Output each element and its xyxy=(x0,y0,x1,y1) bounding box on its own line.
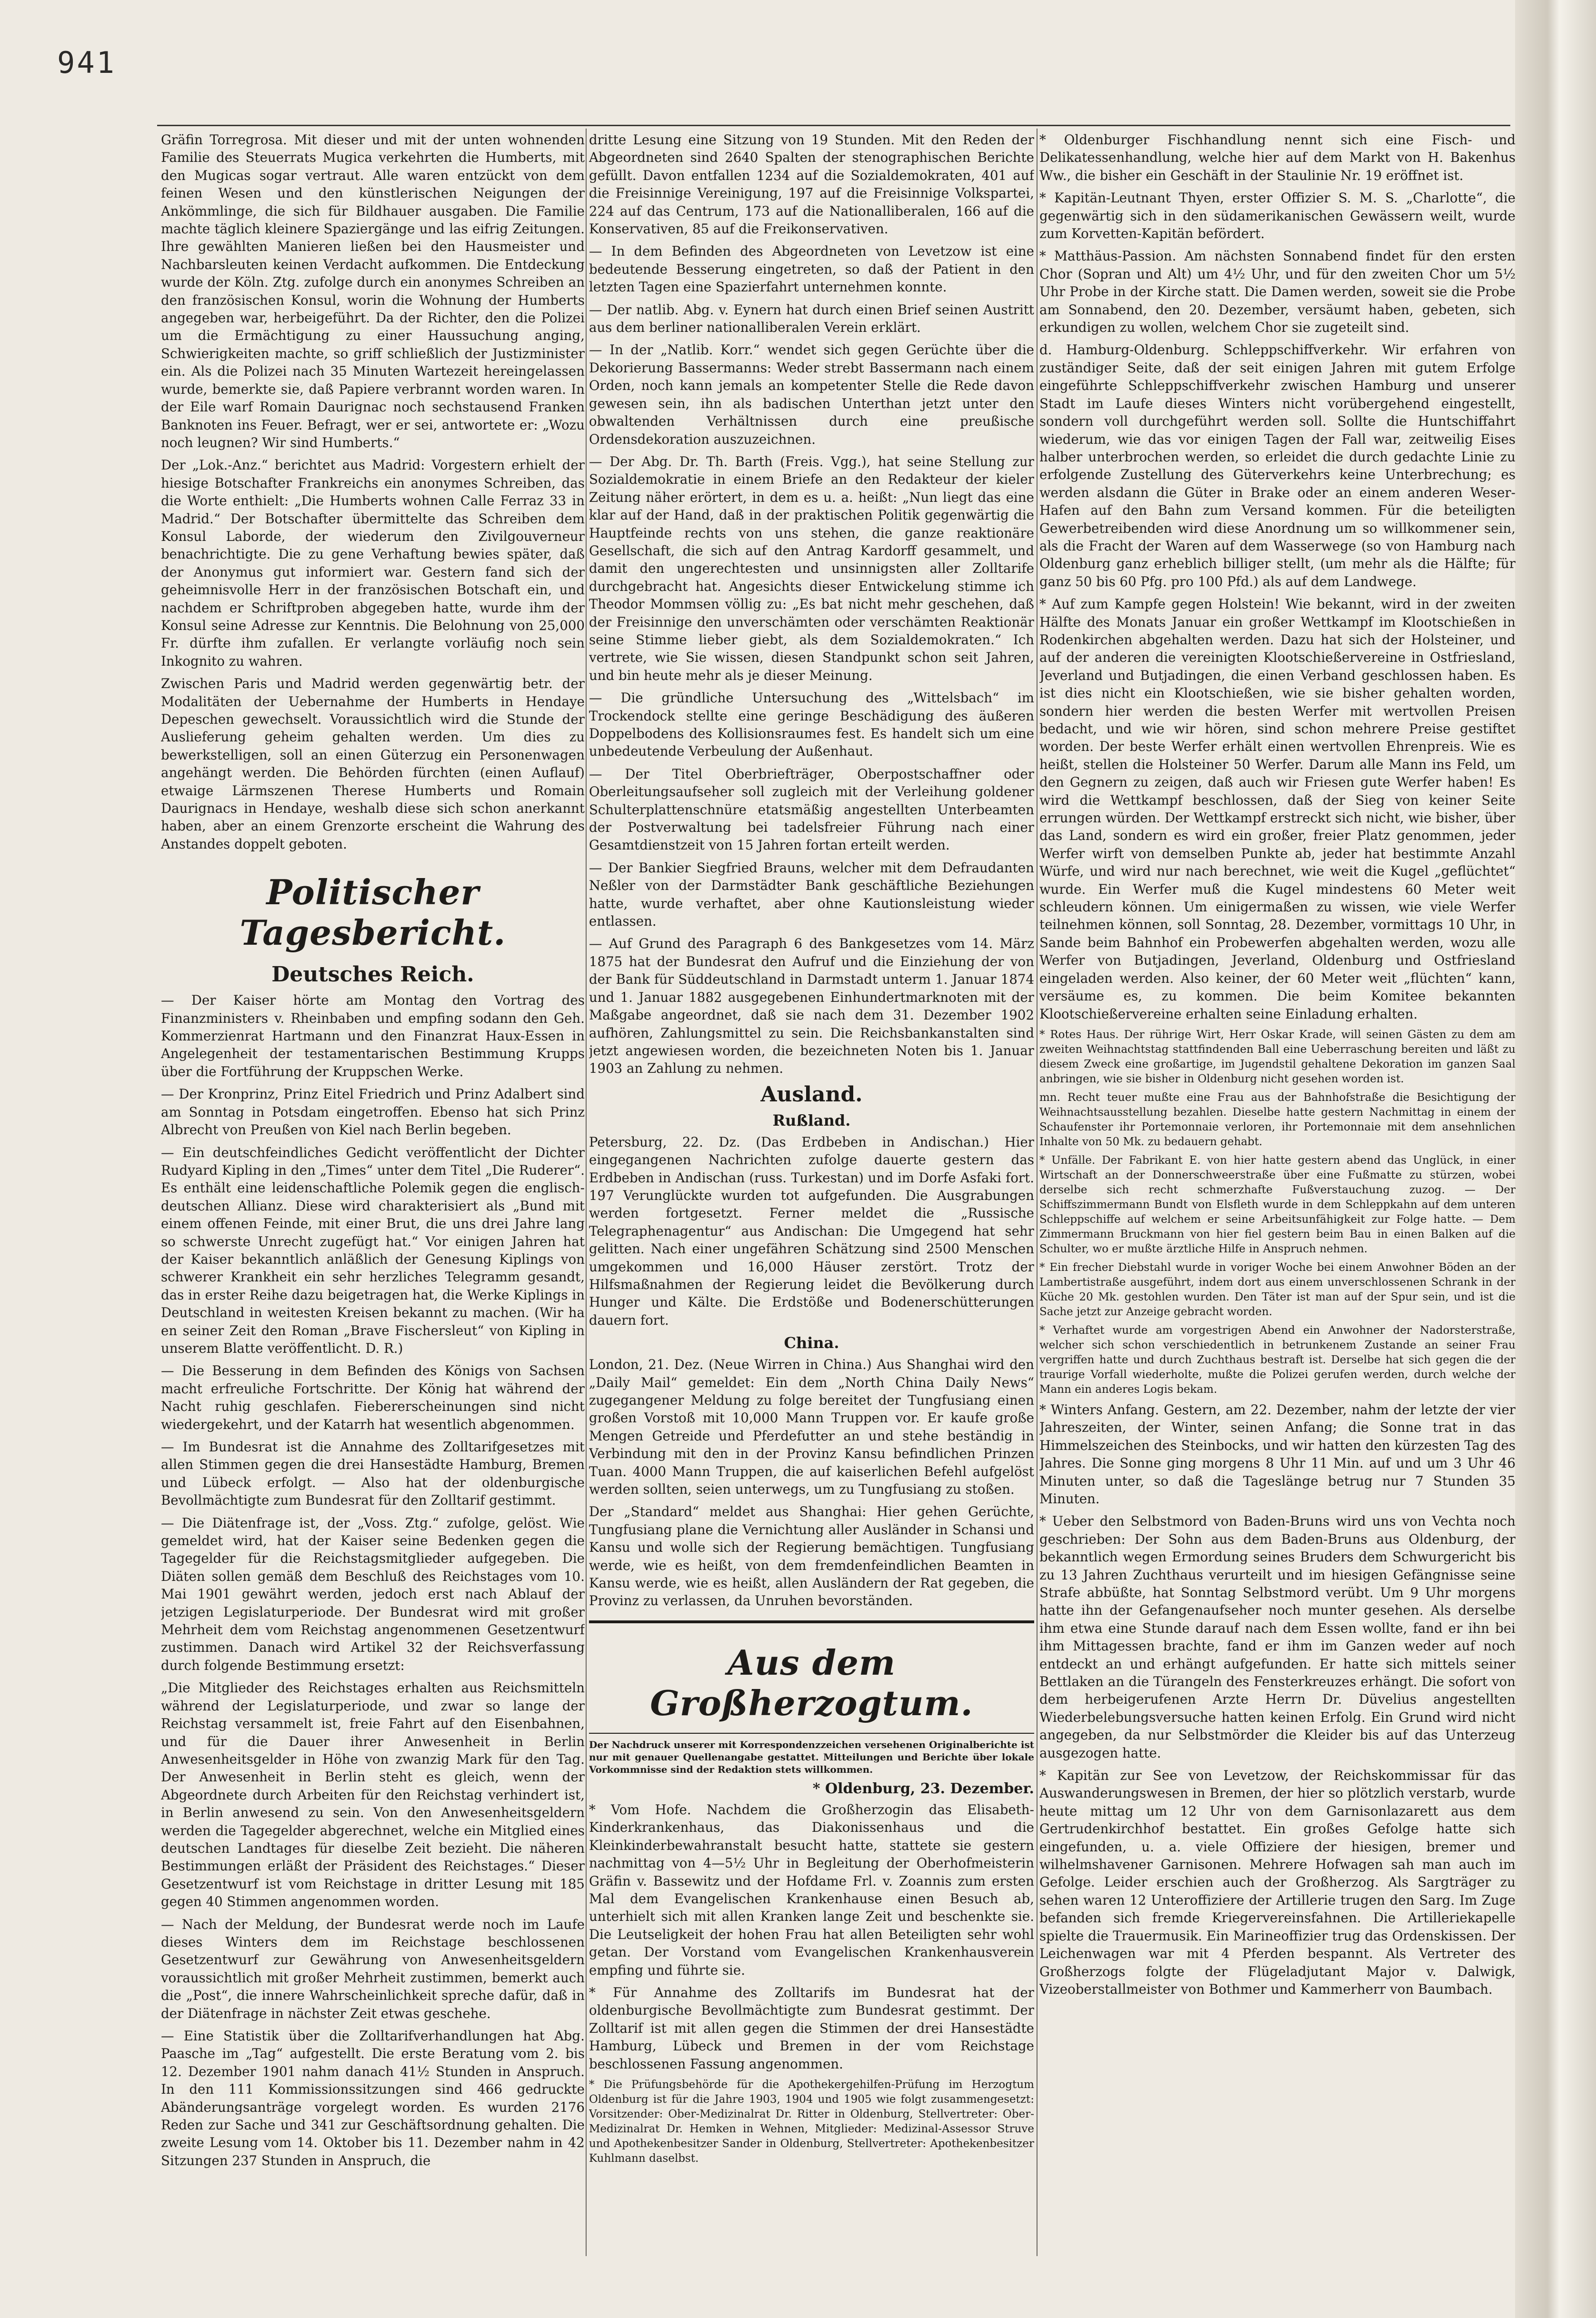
article-paragraph: — Die gründliche Untersuchung des „Wittelsbach“ im Trockendock stellte eine geringe Beschädigung des äußeren Doppelbodens des Kollisionsraumes fest. Es handelt sich um eine unbedeutende Verbeulung der Außenhaut. xyxy=(589,690,1034,759)
article-paragraph: — Der Bankier Siegfried Brauns, welcher mit dem Defraudanten Neßler von der Darmstädter Bank geschäftliche Beziehungen hatte, wurde verhaftet, aber ohne Kautionsleistung wieder entlassen. xyxy=(589,859,1034,929)
article-paragraph: Der „Standard“ meldet aus Shanghai: Hier gehen Gerüchte, Tungfusiang plane die Vernichtung aller Ausländer in Schansi und Kansu und wolle sich der Regierung bemächtigen. Tungfusiang werde, wie es heißt, von dem fremdenfeindlichen Beamten in Kansu werde, wie es heißt, allen Ausländern der Rat gegeben, die Provinz zu verlassen, da Unruhen bevorständen. xyxy=(589,1504,1034,1609)
article-paragraph: d. Hamburg-Oldenburg. Schleppschiffverkehr. Wir erfahren von zuständiger Seite, daß der seit einigen Jahren mit gutem Erfolge eingeführte Schleppschiffverkehr zwischen Hamburg und unserer Stadt im Laufe dieses Winters nicht vorübergehend eingestellt, sondern voll durchgeführt werden soll. Sollte die Huntschiffahrt wiederum, wie das vor einigen Tagen der Fall war, zeitweilig Eises halber unterbrochen werden, so erleidet die durch gedachte Linie zu erfolgende Zustellung des Güterverkehrs keine Unterbrechung; es werden alsdann die Güter in Brake oder an einem anderen Weser-Hafen auf den Bahn zum Versand kommen. Für die beteiligten Gewerbetreibenden wird diese Anordnung um so willkommener sein, als die Fracht der Waren auf dem Wasserwege (so von Hamburg nach Oldenburg ganz erheblich billiger stellt, (um mehr als die Hälfte; für ganz 50 bis 60 Pfg. pro 100 Pfd.) als auf dem Landwege. xyxy=(1039,342,1516,589)
column-2 xyxy=(589,131,1034,2261)
section-rule xyxy=(589,1620,1034,1623)
article-paragraph-small: * Rotes Haus. Der rührige Wirt, Herr Oskar Krade, will seinen Gästen zu dem am zweiten Weihnachtstag stattfindenden Ball eine Ueberraschung bereiten und läßt zu diesem Zweck eine großartige, im Jugendstil gehaltene Dekoration im ganzen Saal anbringen, wie sie bisher in Oldenburg nicht gesehen worden ist. xyxy=(1039,1028,1516,1085)
article-paragraph: — Der Kronprinz, Prinz Eitel Friedrich und Prinz Adalbert sind am Sonntag in Potsdam eingetroffen. Ebenso hat sich Prinz Albrecht von Preußen von Kiel nach Berlin begeben. xyxy=(161,1086,585,1138)
article-paragraph: * Kapitän-Leutnant Thyen, erster Offizier S. M. S. „Charlotte“, die gegenwärtig sich in den südamerikanischen Gewässern weilt, wurde zum Korvetten-Kapitän befördert. xyxy=(1039,190,1516,242)
section-heading-politischer-tagesbericht: Politischer Tagesbericht. xyxy=(239,872,506,953)
article-paragraph: Gräfin Torregrosa. Mit dieser und mit der unten wohnenden Familie des Steuerrats Mugica verkehrten die Humberts, mit den Mugicas sogar vertraut. Alle waren entzückt von dem feinen Wesen und den künstlerischen Neigungen der Ankömmlinge, die sich für Bildhauer ausgaben. Die Familie machte täglich kleinere Spaziergänge und las eifrig Zeitungen. Ihre gewählten Manieren ließen bei den Hausmeister und Nachbarsleuten keinen Verdacht aufkommen. Die Entdeckung wurde der Köln. Ztg. zufolge durch ein anonymes Schreiben an den französischen Konsul, worin die Wohnung der Humberts angegeben war, herbeigeführt. Da der Richter, den die Polizei um die Ermächtigung zu einer Haussuchung anging, Schwierigkeiten machte, so griff schließlich der Justizminister ein. Als die Polizei nach 35 Minuten Wartezeit hereingelassen wurde, bemerkte sie, daß Papiere verbrannt worden waren. In der Eile warf Romain Daurignac noch sechstausend Franken Banknoten ins Feuer. Befragt, wer er sei, antwortete er: „Wozu noch leugnen? Wir sind Humberts.“ xyxy=(161,132,585,450)
article-paragraph: * Für Annahme des Zolltarifs im Bundesrat hat der oldenburgische Bevollmächtigte zum Bundesrat gestimmt. Der Zolltarif ist mit allen gegen die Stimmen der drei Hansestädte Hamburg, Lübeck und Bremen in der vom Reichstage beschlossenen Fassung angenommen. xyxy=(589,1984,1034,2072)
article-paragraph: — Der Abg. Dr. Th. Barth (Freis. Vgg.), hat seine Stellung zur Sozialdemokratie in einem Briefe an den Redakteur der kieler Zeitung näher erörtert, in dem es u. a. heißt: „Nun liegt das eine klar auf der Hand, daß in der praktischen Politik gegenwärtig die Hauptfeinde rechts von uns stehen, die ganze reaktionäre Gesellschaft, die sich auf den Antrag Kardorff gesammelt, und damit den ungerechtesten und unsinnigsten aller Zolltarife durchgebracht hat. Angesichts dieser Entwickelung stimme ich Theodor Mommsen völlig zu: „Es bat nicht mehr geschehen, daß der Freisinnige den unverschämten oder verschämten Reaktionär seine Stimme lieber giebt, als dem Sozialdemokraten.“ Ich vertrete, wie Sie wissen, diesen Standpunkt schon seit Jahren, und bin heute mehr als je dieser Meinung. xyxy=(589,453,1034,683)
article-paragraph: * Kapitän zur See von Levetzow, der Reichskommissar für das Auswanderungswesen in Bremen, der hier so plötzlich verstarb, wurde heute mittag um 12 Uhr von dem Garnisonlazarett aus dem Gertrudenkirchhof bestattet. Ein großes Gefolge hatte sich eingefunden, u. a. viele Offiziere der hiesigen, bremer und wilhelmshavener Garnisonen. Mehrere Hofwagen sah man auch im Gefolge. Leider erschien auch der Großherzog. Als Sargträger zu sehen waren 12 Unteroffiziere der Artillerie trugen den Sarg. Im Zuge befanden sich fremde Kriegervereinsfahnen. Die Artilleriekapelle spielte die Trauermusik. Ein Marineoffizier trug das Ordenskissen. Der Leichenwagen war mit 4 Pferden bespannt. Als Vertreter des Großherzogs folgte der Flügeladjutant Major v. Dalwigk, Vizeoberstallmeister von Bothmer und Kammerherr von Baumbach. xyxy=(1039,1768,1516,1997)
article-paragraph: — In der „Natlib. Korr.“ wendet sich gegen Gerüchte über die Dekorierung Bassermanns: Weder strebt Bassermann nach einem Orden, noch kann jemals an kompetenter Stelle die Rede davon gewesen sein, ihn als badischen Unterthan jetzt unter den obwaltenden Verhältnissen durch eine preußische Ordensdekoration auszuzeichnen. xyxy=(589,342,1034,447)
column-divider-1 xyxy=(586,129,587,2256)
article-paragraph: — Der Titel Oberbriefträger, Oberpostschaffner oder Oberleitungsaufseher soll zugleich mit der Verleihung goldener Schulterplattenschnüre etatsmäßig angestellten Unterbeamten der Postverwaltung bei tadelsfreier Führung nach einer Gesamtdienstzeit von 15 Jahren fortan erteilt werden. xyxy=(589,766,1034,853)
article-paragraph-small: mn. Recht teuer mußte eine Frau aus der Bahnhofstraße die Besichtigung der Weihnachtsausstellung bezahlen. Dieselbe hatte gestern Nachmittag in einem der Schaufenster ihr Portemonnaie verloren, ihr Portemonnaie mit dem ansehnlichen Inhalte von 50 Mk. zu bedauern gehabt. xyxy=(1039,1091,1516,1148)
column-1 xyxy=(161,131,585,2261)
article-paragraph: — Eine Statistik über die Zolltarifverhandlungen hat Abg. Paasche im „Tag“ aufgestellt. Die erste Beratung vom 2. bis 12. Dezember 1901 nahm danach 41½ Stunden in Anspruch. In den 111 Kommissionssitzungen sind 466 gedruckte Abänderungsanträge vorgelegt worden. Es wurden 2176 Reden zur Sache und 341 zur Geschäftsordnung gehalten. Die zweite Lesung vom 14. Oktober bis 11. Dezember nahm in 42 Sitzungen 237 Stunden in Anspruch, die xyxy=(161,2028,585,2168)
heading-china: China. xyxy=(784,1334,839,1352)
reprint-notice: Der Nachdruck unserer mit Korrespondenzzeichen versehenen Originalberichte ist nur mit genauer Quellenangabe gestattet. Mitteilungen und Berichte über lokale Vorkommnisse sind der Redaktion stets willkommen. xyxy=(589,1738,1034,1775)
article-paragraph: * Auf zum Kampfe gegen Holstein! Wie bekannt, wird in der zweiten Hälfte des Monats Januar ein großer Wettkampf im Klootschießen in Rodenkirchen abgehalten werden. Dazu hat sich der Holsteiner, und auf der anderen die vereinigten Klootschießervereine in Ostfriesland, Jeverland und Butjadingen, die einen Verband geschlossen haben. Es ist dies nicht ein Klootschießen, wie sie bisher gehalten worden, sondern hier werden die besten Werfer mit wertvollen Preisen bedacht, und wie wir hören, sind schon mehrere Preise gestiftet worden. Der beste Werfer erhält einen wertvollen Ehrenpreis. Wie es heißt, stellen die Holsteiner 50 Werfer. Darum alle Mann ins Feld, um den Gegnern zu zeigen, daß auch wir Friesen gute Werfer haben! Es wird die Wettkampf beschlossen, daß der Sieg von keiner Seite errungen würden. Der Wettkampf erstreckt sich nicht, wie bisher, über das Land, sondern es wird ein großer, freier Platz genommen, jeder Werfer wirft von demselben Punkte ab, jeder hat bestimmte Anzahl Würfe, und wird nur nach berechnet, wie weit die Kugel „geflüchtet“ wurde. Ein Werfer muß die Kugel mindestens 60 Meter weit schleudern können. Um einigermaßen zu wissen, wie viele Werfer teilnehmen können, soll Sonntag, 28. Dezember, vormittags 10 Uhr, in Sande beim Bahnhof ein Probewerfen abgehalten werden, wozu alle Werfer von Butjadingen, Jeverland, Oldenburg und Ostfriesland eingeladen werden. Also keiner, der 60 Meter weit „flüchten“ kann, versäume es, zu kommen. Die beim Komitee bekannten Klootschießervereine erhalten seine Einladung erhalten. xyxy=(1039,596,1516,1022)
page-number: 941 xyxy=(57,45,116,80)
header-rule xyxy=(157,125,1510,126)
article-paragraph: — Der Kaiser hörte am Montag den Vortrag des Finanzministers v. Rheinbaben und empfing sodann den Geh. Kommerzienrat Hartmann und den Finanzrat Haux-Essen in Angelegenheit der testamentarischen Bestimmung Krupps über die Fortführung der Kruppschen Werke. xyxy=(161,992,585,1079)
article-paragraph: — Die Diätenfrage ist, der „Voss. Ztg.“ zufolge, gelöst. Wie gemeldet wird, hat der Kaiser seine Bedenken gegen die Tagegelder für die Reichstagsmitglieder aufgegeben. Die Diäten sollen gemäß dem Beschluß des Reichstages vom 10. Mai 1901 gewährt werden, jedoch erst nach Ablauf der jetzigen Legislaturperiode. Der Bundesrat wird mit großer Mehrheit dem vom Reichstag angenommenen Gesetzentwurf zustimmen. Danach wird Artikel 32 der Reichsverfassung durch folgende Bestimmung ersetzt: xyxy=(161,1515,585,1673)
article-paragraph: — Auf Grund des Paragraph 6 des Bankgesetzes vom 14. März 1875 hat der Bundesrat den Aufruf und die Einziehung der von der Bank für Süddeutschland in Darmstadt unterm 1. Januar 1874 und 1. Januar 1882 ausgegebenen Einhundertmarknoten mit der Maßgabe angeordnet, daß sie nach dem 31. Dezember 1902 aufhören, Zahlungsmittel zu sein. Die Reichsbankanstalten sind jetzt angewiesen worden, die bezeichneten Noten bis 1. Januar 1903 an Zahlung zu nehmen. xyxy=(589,936,1034,1077)
article-paragraph: — Ein deutschfeindliches Gedicht veröffentlicht der Dichter Rudyard Kipling in den „Times“ unter dem Titel „Die Ruderer“. Es enthält eine leidenschaftliche Polemik gegen die englisch-deutschen Allianz. Diese wird charakterisiert als „Bund mit einem offenen Feinde, mit einer Brut, die uns drei Jahre lang so schwerste Unrecht zugefügt hat.“ Vor einigen Jahren hat der Kaiser bekanntlich anläßlich der Genesung Kiplings von schwerer Krankheit ein sehr herzliches Telegramm gesandt, das in erster Reihe dazu beigetragen hat, die Werke Kiplings in Deutschland in weitesten Kreisen bekannt zu machen. (Wir ha en seiner Zeit den Roman „Brave Fischersleut“ von Kipling in unserem Blatte veröffentlicht. D. R.) xyxy=(161,1144,585,1356)
article-paragraph: * Vom Hofe. Nachdem die Großherzogin das Elisabeth-Kinderkrankenhaus, das Diakonissenhaus und die Kleinkinderbewahranstalt besucht hatte, stattete sie gestern nachmittag von 4—5½ Uhr in Begleitung der Oberhofmeisterin Gräfin v. Bassewitz und der Hofdame Frl. v. Zoannis zum ersten Mal dem Evangelischen Krankenhause einen Besuch ab, unterhielt sich mit allen Kranken lange Zeit und beschenkte sie. Die Leutseligkeit der hohen Frau hat allen Beteiligten sehr wohl getan. Der Vorstand vom Evangelischen Krankenhausverein empfing und führte sie. xyxy=(589,1801,1034,1978)
article-paragraph: dritte Lesung eine Sitzung von 19 Stunden. Mit den Reden der Abgeordneten sind 2640 Spalten der stenographischen Berichte gefüllt. Davon entfallen 1234 auf die Sozialdemokraten, 401 auf die Freisinnige Vereinigung, 197 auf die Freisinnige Volkspartei, 224 auf das Centrum, 173 auf die Nationalliberalen, 166 auf die Konservativen, 85 auf die Freikonservativen. xyxy=(589,132,1034,237)
article-paragraph-small: * Ein frecher Diebstahl wurde in voriger Woche bei einem Anwohner Böden an der Lambertistraße ausgeführt, indem dort aus einem unverschlossenen Schrank in der Küche 20 Mk. gestohlen wurden. Den Täter ist man auf der Spur sein, und ist die Sache jetzt zur Anzeige gebracht worden. xyxy=(1039,1261,1516,1318)
article-paragraph: — Nach der Meldung, der Bundesrat werde noch im Laufe dieses Winters dem im Reichstage beschlossenen Gesetzentwurf zur Gewährung von Anwesenheitsgeldern voraussichtlich mit großer Mehrheit zustimmen, bemerkt auch die „Post“, die innere Wahrscheinlichkeit spreche dafür, daß in der Diätenfrage in nächster Zeit etwas geschehe. xyxy=(161,1916,585,2021)
article-paragraph: — In dem Befinden des Abgeordneten von Levetzow ist eine bedeutende Besserung eingetreten, so daß der Patient in den letzten Tagen eine Spazierfahrt unternehmen konnte. xyxy=(589,243,1034,295)
subheading-deutsches-reich: Deutsches Reich. xyxy=(271,962,474,987)
article-paragraph-small: * Die Prüfungsbehörde für die Apothekergehilfen-Prüfung im Herzogtum Oldenburg ist für die Jahre 1903, 1904 und 1905 wie folgt zusammengesetzt: Vorsitzender: Ober-Medizinalrat Dr. Ritter in Oldenburg, Stellvertreter: Ober-Medizinalrat Dr. Hemken in Wehnen, Mitglieder: Medizinal-Assessor Struve und Apothekenbesitzer Sander in Oldenburg, Stellvertreter: Apothekenbesitzer Kuhlmann daselbst. xyxy=(589,2078,1034,2165)
article-paragraph: * Matthäus-Passion. Am nächsten Sonnabend findet für den ersten Chor (Sopran und Alt) um 4½ Uhr, und für den zweiten Chor um 5½ Uhr Probe in der Kirche statt. Die Damen werden, soweit sie die Probe am Sonnabend, den 20. Dezember, versäumt haben, gebeten, sich erkundigen zu wollen, welchem Chor sie zugeteilt sind. xyxy=(1039,248,1516,336)
section-heading-grossherzogtum: Aus dem Großherzogtum. xyxy=(650,1642,973,1723)
article-paragraph: * Ueber den Selbstmord von Baden-Bruns wird uns von Vechta noch geschrieben: Der Sohn aus dem Baden-Bruns aus Oldenburg, der bekanntlich wegen Ermordung seines Bruders dem Schwurgericht bis zu 13 Jahren Zuchthaus verurteilt und im hiesigen Gefängnisse seine Strafe abbüßte, hat Sonntag Selbstmord verübt. Um 9 Uhr morgens hatte ihn der Gefangenaufseher noch munter gesehen. Als derselbe ihm etwa eine Stunde darauf nach dem Essen wollte, fand er ihn bei ihm Mittagessen brachte, fand er ihm im Ganzen weder auf noch entdeckt an und erhängt aufgefunden. Er hatte sich mittels seiner Bettlaken an die Türangeln des Fensterkreuzes erhängt. Die sofort von dem herbeigerufenen Arzte Herrn Dr. Düvelius angestellten Wiederbelebungsversuche hatten keinen Erfolg. Ein Grund wird nicht angegeben, da nur Selbstmörder die Kleider bis auf das Unterzeug ausgezogen hatte. xyxy=(1039,1513,1516,1761)
heading-ausland: Ausland. xyxy=(760,1082,863,1107)
heading-russland: Rußland. xyxy=(772,1111,851,1129)
article-paragraph: * Winters Anfang. Gestern, am 22. Dezember, nahm der letzte der vier Jahreszeiten, der Winter, seinen Anfang; die Sonne trat in das Himmelszeichen des Steinbocks, und wir hatten den kürzesten Tag des Jahres. Die Sonne ging morgens 8 Uhr 11 Min. auf und um 3 Uhr 46 Minuten unter, so daß die Tageslänge betrug nur 7 Stunden 35 Minuten. xyxy=(1039,1401,1516,1507)
book-spine-shadow xyxy=(1515,0,1596,2318)
article-paragraph: — Im Bundesrat ist die Annahme des Zolltarifgesetzes mit allen Stimmen gegen die drei Hansestädte Hamburg, Bremen und Lübeck erfolgt. — Also hat der oldenburgische Bevollmächtigte zum Bundesrat für den Zolltarif gestimmt. xyxy=(161,1439,585,1509)
article-paragraph-small: * Unfälle. Der Fabrikant E. von hier hatte gestern abend das Unglück, in einer Wirtschaft an der Donnerschweerstraße über eine Fußmatte zu stürzen, wobei derselbe sich recht schmerzhafte Fußverstauchung zuzog. — Der Schiffszimmermann Bundt von Elsfleth wurde in dem Schleppkahn auf dem unteren Schleppschiffe auf welchem er seine Arbeitsunfähigkeit zur Folge hatte. — Dem Zimmermann Bruckmann von hier fiel gestern beim Bau in einen Balken auf die Schulter, wo er mußte ärztliche Hilfe in Anspruch nehmen. xyxy=(1039,1154,1516,1255)
article-paragraph: — Die Besserung in dem Befinden des Königs von Sachsen macht erfreuliche Fortschritte. Der König hat während der Nacht ruhig geschlafen. Fiebererscheinungen sind nicht wiedergekehrt, und der Katarrh hat wesentlich abgenommen. xyxy=(161,1363,585,1432)
article-paragraph-small: * Verhaftet wurde am vorgestrigen Abend ein Anwohner der Nadorsterstraße, welcher sich schon verschiedentlich in betrunkenem Zustande an seiner Frau vergriffen hatte und durch Zuchthaus bestraft ist. Derselbe hat sich gegen die der traurige Vorfall wiederholte, mußte die Polizei gerufen werden, durch welche der Mann ein anderes Logis bekam. xyxy=(1039,1324,1516,1396)
dateline: * Oldenburg, 23. Dezember. xyxy=(812,1780,1034,1797)
article-paragraph: „Die Mitglieder des Reichstages erhalten aus Reichsmitteln während der Legislaturperiode, und zwar so lange der Reichstag versammelt ist, freie Fahrt auf den Eisenbahnen, und für die Dauer ihrer Anwesenheit in Berlin Anwesenheitsgelder in Höhe von zwanzig Mark für den Tag. Der Anwesenheit in Berlin steht es gleich, wenn der Abgeordnete durch Arbeiten für den Reichstag verhindert ist, in Berlin anwesend zu sein. Von den Anwesenheitsgeldern werden die Tagegelder abgerechnet, welche ein Mitglied eines deutschen Landtages für dieselbe Zeit bezieht. Die näheren Bestimmungen erläßt der Präsident des Reichstages.“ Dieser Gesetzentwurf ist vom Reichstage in dritter Lesung mit 185 gegen 40 Stimmen angenommen worden. xyxy=(161,1680,585,1910)
article-paragraph: Der „Lok.-Anz.“ berichtet aus Madrid: Vorgestern erhielt der hiesige Botschafter Frankreichs ein anonymes Schreiben, das die Worte enthielt: „Die Humberts wohnen Calle Ferraz 33 in Madrid.“ Der Botschafter übermittelte das Schreiben dem Konsul Laborde, der wiederum den Zivilgouverneur benachrichtigte. Die zu gene Verhaftung bewies später, daß der Anonymus gut informiert war. Gestern fand sich der geheimnisvolle Herr in der französischen Botschaft ein, und nachdem er Schriftproben abgegeben hatte, wurde ihm der Konsul seine Adresse zur Kenntnis. Die Belohnung von 25,000 Fr. dürfte ihm zufallen. Er verlangte vorläufig noch sein Inkognito zu wahren. xyxy=(161,457,585,669)
article-paragraph: London, 21. Dez. (Neue Wirren in China.) Aus Shanghai wird den „Daily Mail“ gemeldet: Ein dem „North China Daily News“ zugegangener Meldung zu folge bereitet der Tungfusiang einen großen Vorstoß mit 10,000 Mann Truppen vor. Er kaufe große Mengen Getreide und Pferdefutter an und stehe beständig in Verbindung mit den in der Provinz Kansu befindlichen Prinzen Tuan. 4000 Mann Truppen, die auf kaiserlichen Befehl aufgelöst werden sollten, seien unterwegs, um zu Tungfusiang zu stoßen. xyxy=(589,1357,1034,1498)
section-rule-thin xyxy=(589,1733,1034,1734)
article-paragraph: Zwischen Paris und Madrid werden gegenwärtig betr. der Modalitäten der Uebernahme der Humberts in Hendaye Depeschen gewechselt. Voraussichtlich wird die Stunde der Auslieferung geheim gehalten werden. Um dies zu bewerkstelligen, soll an einen Güterzug ein Personenwagen angehängt werden. Die Behörden fürchten (einen Auflauf) etwaige Lärmszenen Therese Humberts und Romain Daurignacs in Hendaye, weshalb diese sich schon anerkannt haben, aber an einem Grenzorte erscheint die Wahrung des Anstandes doppelt geboten. xyxy=(161,676,585,852)
article-paragraph: — Der natlib. Abg. v. Eynern hat durch einen Brief seinen Austritt aus dem berliner nationalliberalen Verein erklärt. xyxy=(589,301,1034,336)
column-3 xyxy=(1039,131,1516,2261)
article-paragraph: Petersburg, 22. Dz. (Das Erdbeben in Andischan.) Hier eingegangenen Nachrichten zufolge dauerte gestern das Erdbeben in Andischan (russ. Turkestan) und im Dorfe Asfaki fort. 197 Verunglückte wurden tot aufgefunden. Die Ausgrabungen werden fortgesetzt. Ferner meldet die „Russische Telegraphenagentur“ aus Andischan: Die Umgegend hat sehr gelitten. Nach einer ungefähren Schätzung sind 2500 Menschen umgekommen und 16,000 Häuser zerstört. Trotz der Hilfsmaßnahmen der Regierung leidet die Bevölkerung durch Hunger und Kälte. Die Erdstöße und Bodenerschütterungen dauern fort. xyxy=(589,1134,1034,1328)
article-paragraph: * Oldenburger Fischhandlung nennt sich eine Fisch- und Delikatessenhandlung, welche hier auf dem Markt von H. Bakenhus Ww., die bisher ein Geschäft in der Staulinie Nr. 19 eröffnet ist. xyxy=(1039,132,1516,183)
